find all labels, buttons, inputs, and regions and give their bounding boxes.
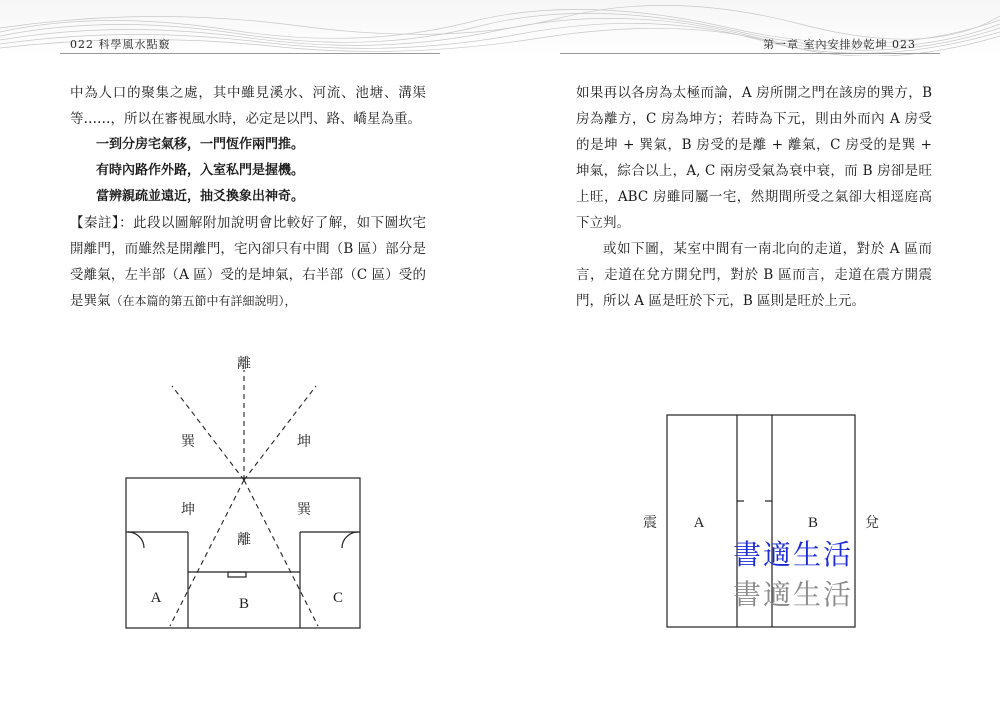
note-paragraph xyxy=(70,210,426,314)
header-band xyxy=(0,0,1000,56)
door-b-mark xyxy=(228,572,246,577)
direction-line-left-up xyxy=(172,386,244,480)
header-rule-left xyxy=(60,53,440,54)
label-room-a: A xyxy=(150,590,162,606)
verse-line-2: 有時內路作外路，入室私門是握機。 xyxy=(96,163,305,178)
left-page-text xyxy=(70,80,426,314)
direction-line-right-up xyxy=(244,386,316,480)
label-room-right: 巽 xyxy=(297,502,311,518)
right-paragraph-1: 如果再以各房為太極而論，A 房所開之門在該房的巽方，B 房為離方，C 房為坤方；若時為下元，則由外而內 A 房受的是坤 + 巽氣，B 房受的是離 + 離氣，C 房受的是巽 + 坤氣，綜合以上，A, C 兩房受氣為衰中衰，而 B 房卻是旺上旺，ABC 房雖同屬一宅，然期間所受之氣卻大相逕庭高下立判。 xyxy=(576,85,932,231)
house-door-diagram xyxy=(110,350,380,644)
watermark-blue: 書適生活 xyxy=(733,538,854,571)
door-arc-c xyxy=(342,532,358,548)
label-center: 離 xyxy=(237,532,251,548)
label-room-c: C xyxy=(332,590,344,606)
door-arc-a xyxy=(128,532,144,548)
verse-line-3: 當辨親疏並遠近，抽爻換象出神奇。 xyxy=(96,189,305,204)
label-upper-left: 巽 xyxy=(181,434,195,450)
label-room-b: B xyxy=(238,596,250,612)
watermark-gray: 書適生活 xyxy=(733,578,854,611)
label-zone-a: A xyxy=(693,515,705,531)
header-left: 022 科學風水點竅 xyxy=(70,38,171,51)
label-upper-right: 坤 xyxy=(297,434,311,450)
right-page-text xyxy=(576,80,932,314)
label-zone-b: B xyxy=(807,515,819,531)
label-west-dir: 震 xyxy=(643,515,657,531)
label-top: 離 xyxy=(237,356,251,372)
right-paragraph-2: 或如下圖，某室中間有一南北向的走道，對於 A 區而言，走道在兌方開兌門，對於 B 區而言，走道在震方開震門，所以 A 區是旺於下元，B 區則是旺於上元。 xyxy=(576,241,932,309)
verse-line-1: 一到分房宅氣移，一門恆作兩門推。 xyxy=(96,137,305,152)
header-right: 第一章 室內安排妙乾坤 023 xyxy=(763,38,916,51)
note-label: 【秦註】 xyxy=(70,215,120,231)
left-paragraph-1: 中為人口的聚集之處，其中雖見溪水、河流、池塘、溝渠等……，所以在審視風水時，必定是以門、路、嶠星為重。 xyxy=(70,85,426,127)
note-small: （在本篇的第五節中有詳細說明）， xyxy=(110,294,297,308)
label-east-dir: 兌 xyxy=(865,515,879,531)
note-text: ：此段以圖解附加說明會比較好了解，如下圖坎宅開離門，而雖然是開離門，宅內卻只有中間（B 區）部分是受離氣，左半部（A 區）受的是坤氣，右半部（C 區）受的是巽氣 xyxy=(70,215,427,309)
label-room-left: 坤 xyxy=(181,502,195,518)
house-door-svg xyxy=(110,350,380,640)
header-rule-right xyxy=(560,53,940,54)
